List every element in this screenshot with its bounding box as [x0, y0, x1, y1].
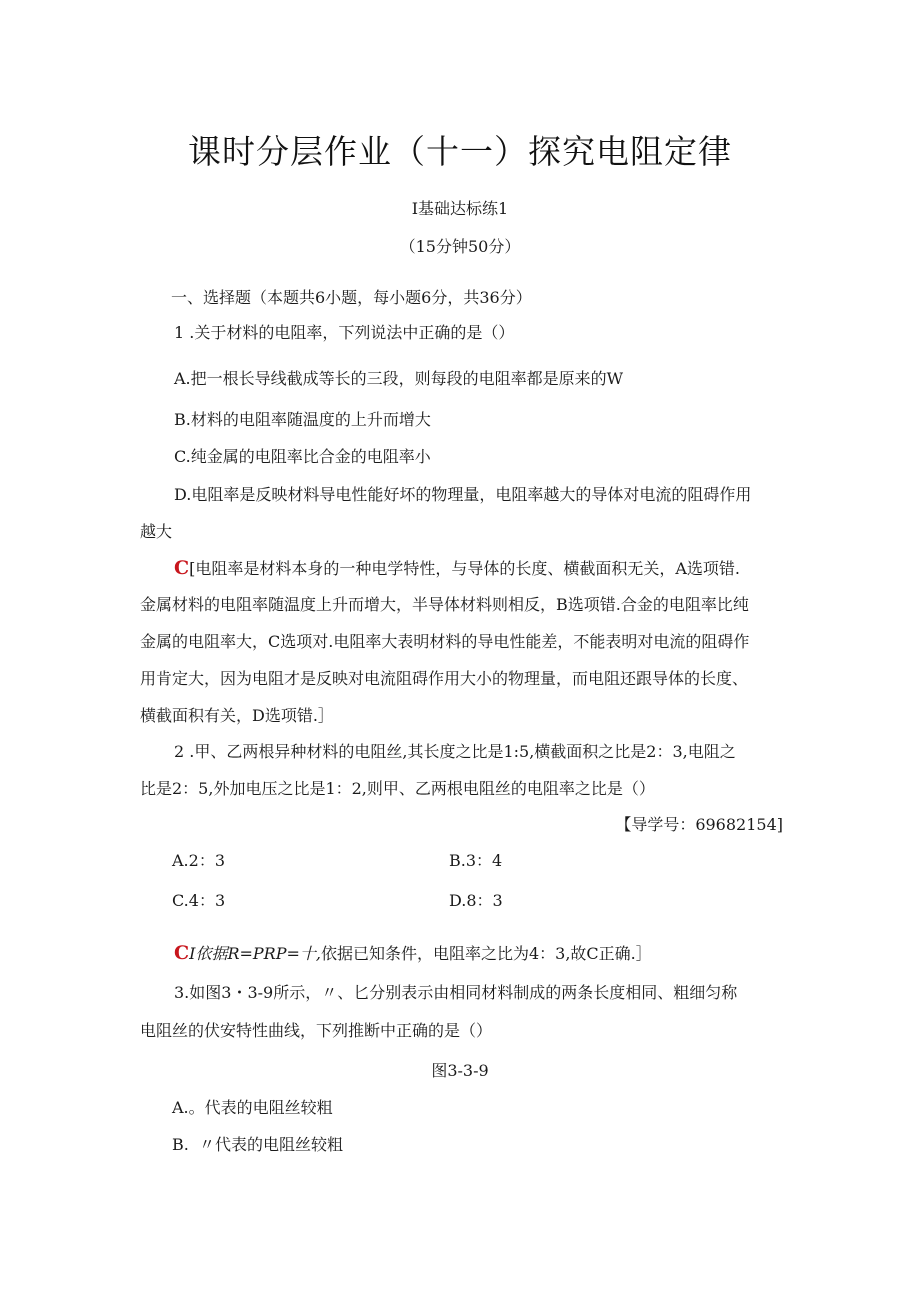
q1-explanation-line-3: 金属的电阻率大，C选项对.电阻率大表明材料的导电性能差，不能表明对电流的阻碍作 — [140, 632, 750, 651]
q2-answer-letter: C — [174, 942, 190, 964]
q2-explanation: CI依据R=PRP=十,依据已知条件，电阻率之比为4：3,故C正确.］ — [174, 942, 652, 964]
q1-answer-letter: C — [174, 557, 190, 579]
q1-stem: 1 .关于材料的电阻率，下列说法中正确的是（） — [174, 323, 515, 342]
q1-option-d-cont: 越大 — [140, 522, 173, 541]
guide-number: 【导学号：69682154] — [615, 815, 783, 834]
page-title: 课时分层作业（十一）探究电阻定律 — [188, 132, 732, 171]
q2-option-b: B.3：4 — [449, 851, 503, 870]
q2-stem-line-1: 2 .甲、乙两根异种材料的电阻丝,其长度之比是1:5,横截面积之比是2：3,电阻之 — [174, 742, 736, 761]
figure-caption: 图3-3-9 — [431, 1061, 489, 1080]
q1-explanation-line-4: 用肯定大，因为电阻才是反映对电流阻碍作用大小的物理量，而电阻还跟导体的长度、 — [140, 669, 749, 688]
q3-option-a: A.。代表的电阻丝较粗 — [172, 1098, 333, 1117]
q3-stem-line-1: 3.如图3・3-9所示，〃、匕分别表示由相同材料制成的两条长度相同、粗细匀称 — [174, 983, 738, 1002]
time-note: （15分钟50分） — [399, 237, 521, 256]
q2-option-a: A.2：3 — [172, 851, 226, 870]
q2-option-c: C.4：3 — [172, 891, 226, 910]
section-label: I基础达标练1 — [411, 199, 509, 218]
q3-stem-line-2: 电阻丝的伏安特性曲线，下列推断中正确的是（） — [140, 1021, 493, 1040]
q1-option-c: C.纯金属的电阻率比合金的电阻率小 — [174, 447, 431, 466]
q1-option-a: A.把一根长导线截成等长的三段，则每段的电阻率都是原来的W — [174, 369, 624, 388]
q1-explanation-line-1: C[电阻率是材料本身的一种电学特性，与导体的长度、横截面积无关，A选项错. — [174, 557, 741, 579]
part-heading: 一、选择题（本题共6小题，每小题6分，共36分） — [171, 288, 532, 307]
q1-explanation-line-5: 横截面积有关，D选项错.］ — [140, 706, 334, 725]
q2-stem-line-2: 比是2：5,外加电压之比是1：2,则甲、乙两根电阻丝的电阻率之比是（） — [140, 779, 655, 798]
q2-option-d: D.8：3 — [449, 891, 503, 910]
q3-option-b: B. 〃代表的电阻丝较粗 — [172, 1135, 344, 1154]
q1-option-b: B.材料的电阻率随温度的上升而增大 — [174, 410, 431, 429]
q1-option-d: D.电阻率是反映材料导电性能好坏的物理量，电阻率越大的导体对电流的阻碍作用 — [174, 485, 752, 504]
q1-explanation-line-2: 金属材料的电阻率随温度上升而增大，半导体材料则相反，B选项错.合金的电阻率比纯 — [140, 595, 749, 614]
